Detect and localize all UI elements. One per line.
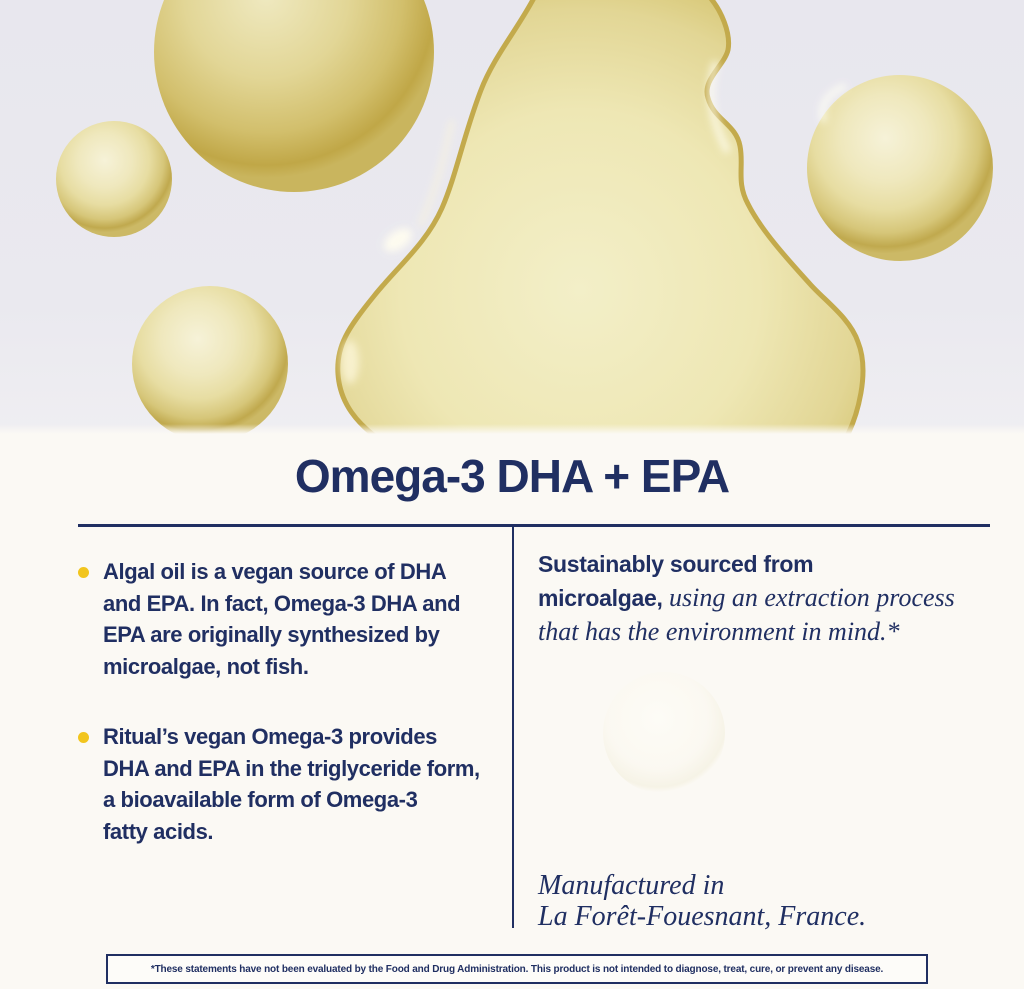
oil-droplet-right <box>807 75 993 261</box>
bullet-dot-icon <box>78 732 89 743</box>
bullet-line: microalgae, not fish. <box>103 653 309 679</box>
manufactured-line: Manufactured in <box>538 870 725 901</box>
bullet-line: EPA are originally synthesized by <box>103 622 440 647</box>
bullet-line: and EPA. In fact, Omega-3 DHA and <box>103 590 461 616</box>
sustainability-line <box>538 583 1018 617</box>
bullet-line: DHA and EPA in the triglyceride form, <box>103 755 480 781</box>
list-item <box>78 556 498 682</box>
disclaimer-box <box>106 954 928 984</box>
vertical-divider <box>512 526 514 928</box>
bullet-line: Ritual’s vegan Omega-3 provides <box>103 724 438 749</box>
horizontal-divider <box>78 524 990 527</box>
bullet-dot-icon <box>78 567 89 578</box>
manufactured-line: La Forêt-Fouesnant, France. <box>538 901 867 932</box>
sustainability-bold: Sustainably sourced from <box>538 551 814 577</box>
bullet-text <box>103 721 480 847</box>
oil-droplet-left-small <box>56 121 172 237</box>
bullet-text <box>103 556 460 682</box>
faint-droplet-watermark <box>603 672 725 794</box>
bullet-list <box>78 556 498 847</box>
sustainability-italic: using an extraction process <box>662 583 955 612</box>
sustainability-bold: microalgae, <box>538 585 663 611</box>
oil-droplets-photo <box>0 0 1024 434</box>
sustainability-italic: that has the environment in mind.* <box>538 617 900 646</box>
sustainability-line <box>538 549 1018 583</box>
bullet-line: Algal oil is a vegan source of DHA <box>103 559 447 584</box>
sustainability-line <box>538 617 1018 651</box>
bullet-line: a bioavailable form of Omega-3 <box>103 787 418 812</box>
photo-bottom-fade <box>0 424 1024 434</box>
sustainability-text <box>538 549 1018 651</box>
disclaimer-text: *These statements have not been evaluated by the Food and Drug Administration. This product is not intended to diagnose, treat, cure, or prevent any disease. <box>150 963 884 975</box>
list-item <box>78 721 498 847</box>
bullet-line: fatty acids. <box>103 818 214 844</box>
manufactured-text <box>538 870 1008 932</box>
oil-rim-highlight <box>341 340 359 384</box>
page-title: Omega-3 DHA + EPA <box>294 450 730 502</box>
